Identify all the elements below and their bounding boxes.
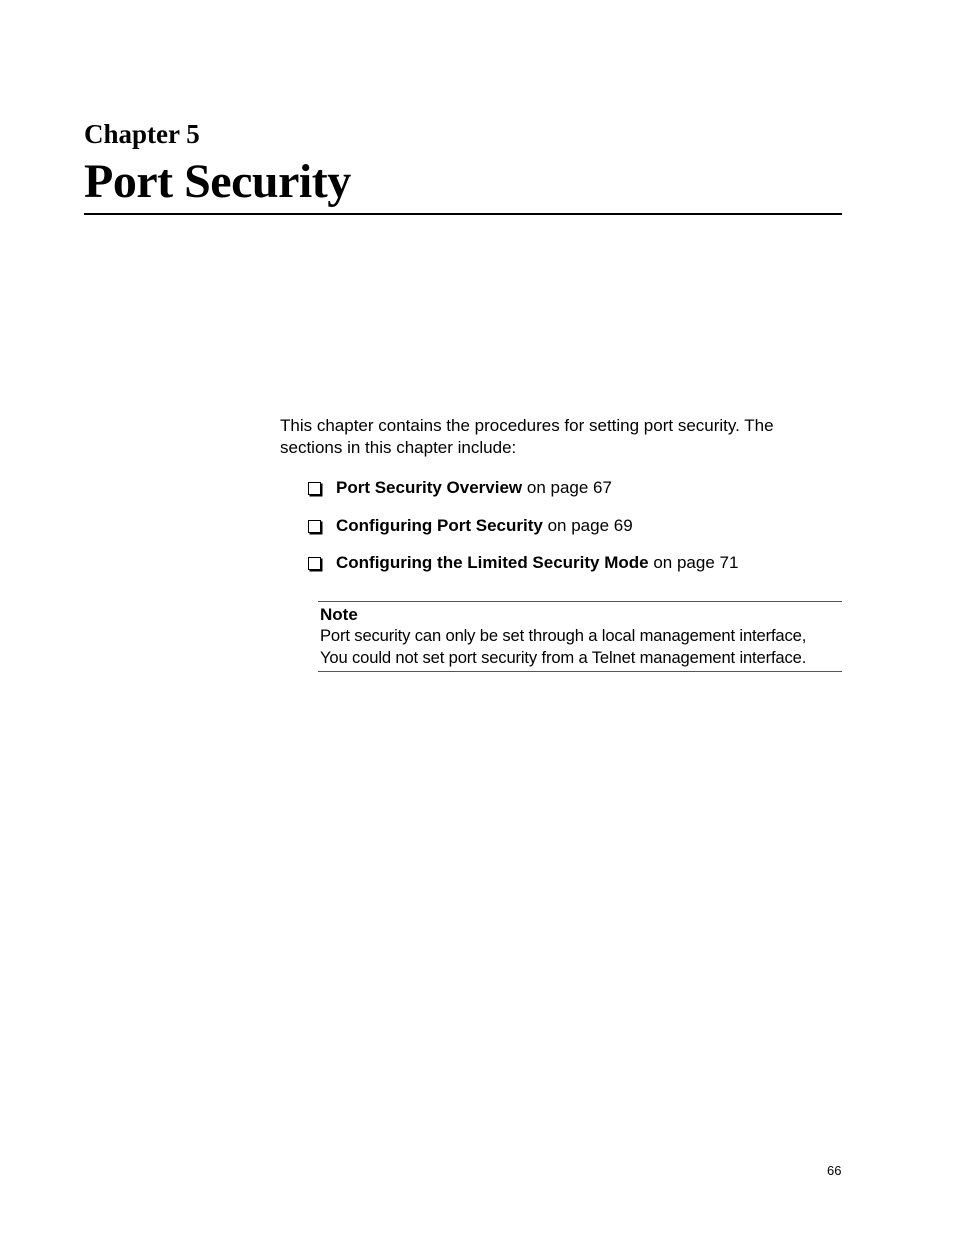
list-item	[308, 515, 738, 553]
chapter-title: Port Security	[84, 155, 351, 208]
section-list	[308, 477, 738, 590]
section-link-configuring-port-security[interactable]: Configuring Port Security	[336, 515, 543, 535]
section-link-limited-security-mode[interactable]: Configuring the Limited Security Mode	[336, 553, 649, 572]
page-reference: on page 69	[542, 515, 633, 535]
page-reference: on page 71	[648, 553, 739, 572]
page-reference: on page 67	[522, 478, 612, 497]
checkbox-icon	[308, 520, 321, 533]
list-item	[308, 552, 738, 590]
note-line-2: You could not set port security from a Telnet management interface.	[320, 648, 807, 667]
intro-paragraph: This chapter contains the procedures for setting port security. The sections in this chapter include:	[280, 416, 774, 457]
checkbox-icon	[308, 482, 321, 495]
section-link-port-security-overview[interactable]: Port Security Overview	[336, 478, 523, 497]
list-item	[308, 477, 738, 515]
page-number: 66	[827, 1163, 842, 1178]
chapter-label: Chapter 5	[84, 119, 200, 149]
note-box	[318, 601, 842, 672]
checkbox-icon	[308, 557, 321, 570]
title-rule	[84, 213, 842, 215]
note-heading: Note	[320, 605, 358, 624]
note-line-1: Port security can only be set through a local management interface,	[320, 626, 807, 645]
